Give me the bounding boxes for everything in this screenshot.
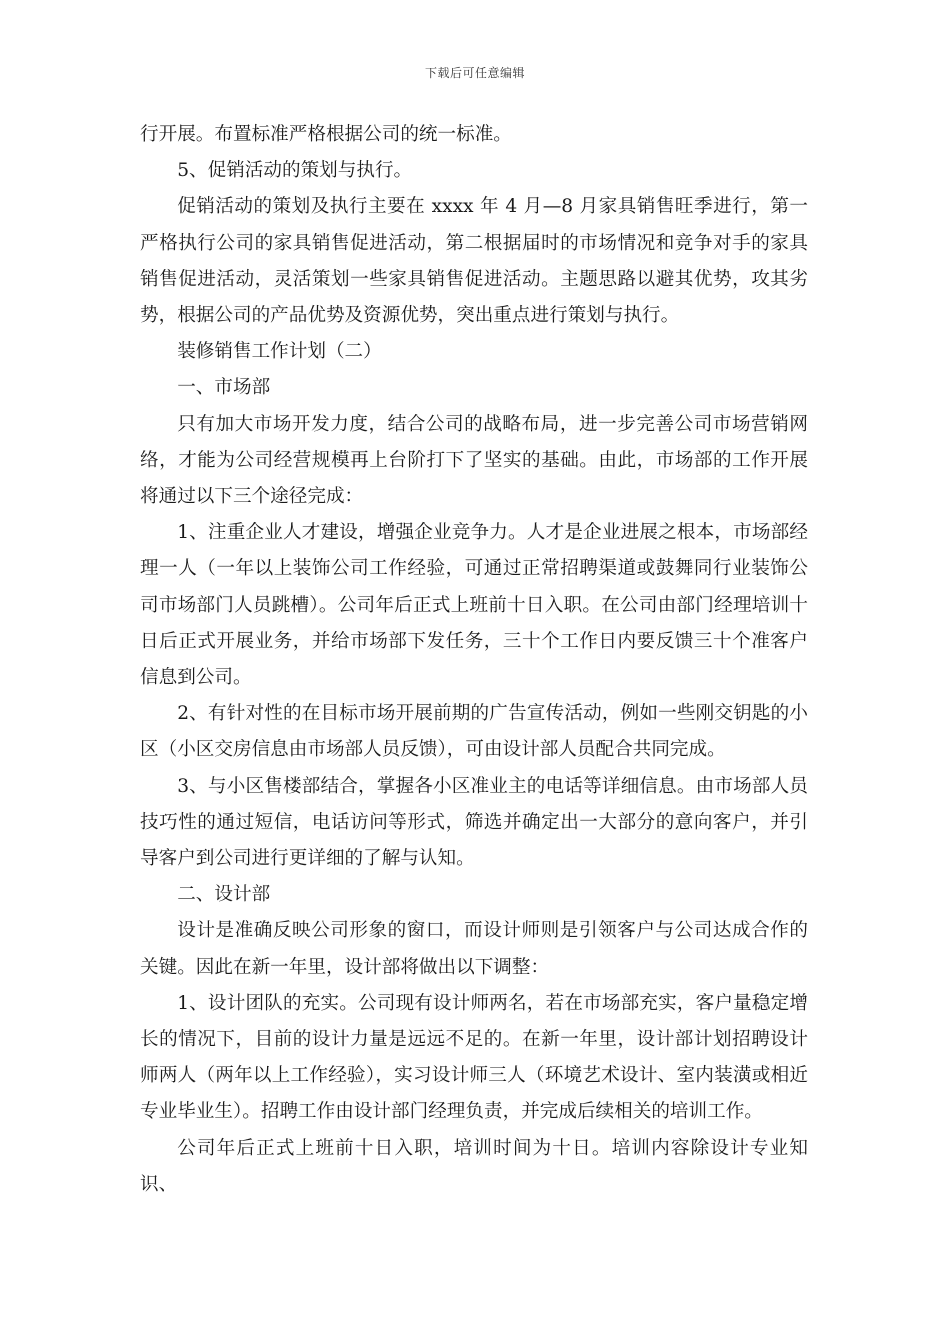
section-heading: 二、设计部 bbox=[177, 884, 271, 906]
section-heading: 一、市场部 bbox=[177, 377, 271, 399]
paragraph: 行开展。布置标准严格根据公司的统一标准。 bbox=[140, 124, 512, 145]
paragraph: 设计是准确反映公司形象的窗口，而设计师则是引领客户与公司达成合作的关键。因此在新一年里，设计部将做出以下调整： bbox=[140, 920, 808, 978]
paragraph: 公司年后正式上班前十日入职，培训时间为十日。培训内容除设计专业知识、 bbox=[140, 1137, 808, 1195]
list-item: 5、促销活动的策划与执行。 bbox=[177, 160, 413, 182]
list-item: 3、与小区售楼部结合，掌握各小区准业主的电话等详细信息。由市场部人员技巧性的通过短信，电话访问等形式，筛选并确定出一大部分的意向客户，并引导客户到公司进行更详细的了解与认知。 bbox=[140, 775, 808, 870]
section-title: 装修销售工作计划（二） bbox=[177, 341, 382, 363]
paragraph: 只有加大市场开发力度，结合公司的战略布局，进一步完善公司市场营销网络，才能为公司经营规模再上台阶打下了坚实的基础。由此，市场部的工作开展将通过以下三个途径完成： bbox=[140, 413, 808, 508]
page-header: 下载后可任意编辑 bbox=[424, 66, 525, 80]
document-body bbox=[140, 117, 808, 1203]
list-item: 1、设计团队的充实。公司现有设计师两名，若在市场部充实，客户量稳定增长的情况下，目前的设计力量是远远不足的。在新一年里，设计部计划招聘设计师两人（两年以上工作经验），实习设计师三人（环境艺术设计、室内装潢或相近专业毕业生）。招聘工作由设计部门经理负责，并完成后续相关的培训工作。 bbox=[140, 992, 808, 1123]
list-item: 1、注重企业人才建设，增强企业竞争力。人才是企业进展之根本，市场部经理一人（一年以上装饰公司工作经验，可通过正常招聘渠道或鼓舞同行业装饰公司市场部门人员跳槽）。公司年后正式上班前十日入职。在公司由部门经理培训十日后正式开展业务，并给市场部下发任务，三十个工作日内要反馈三十个准客户信息到公司。 bbox=[140, 522, 808, 689]
paragraph: 促销活动的策划及执行主要在 xxxx 年 4 月—8 月家具销售旺季进行，第一严格执行公司的家具销售促进活动，第二根据届时的市场情况和竞争对手的家具销售促进活动，灵活策划一些家具销售促进活动。主题思路以避其优势，攻其劣势，根据公司的产品优势及资源优势，突出重点进行策划与执行。 bbox=[140, 196, 808, 327]
list-item: 2、有针对性的在目标市场开展前期的广告宣传活动，例如一些刚交钥匙的小区（小区交房信息由市场部人员反馈），可由设计部人员配合共同完成。 bbox=[140, 703, 808, 761]
